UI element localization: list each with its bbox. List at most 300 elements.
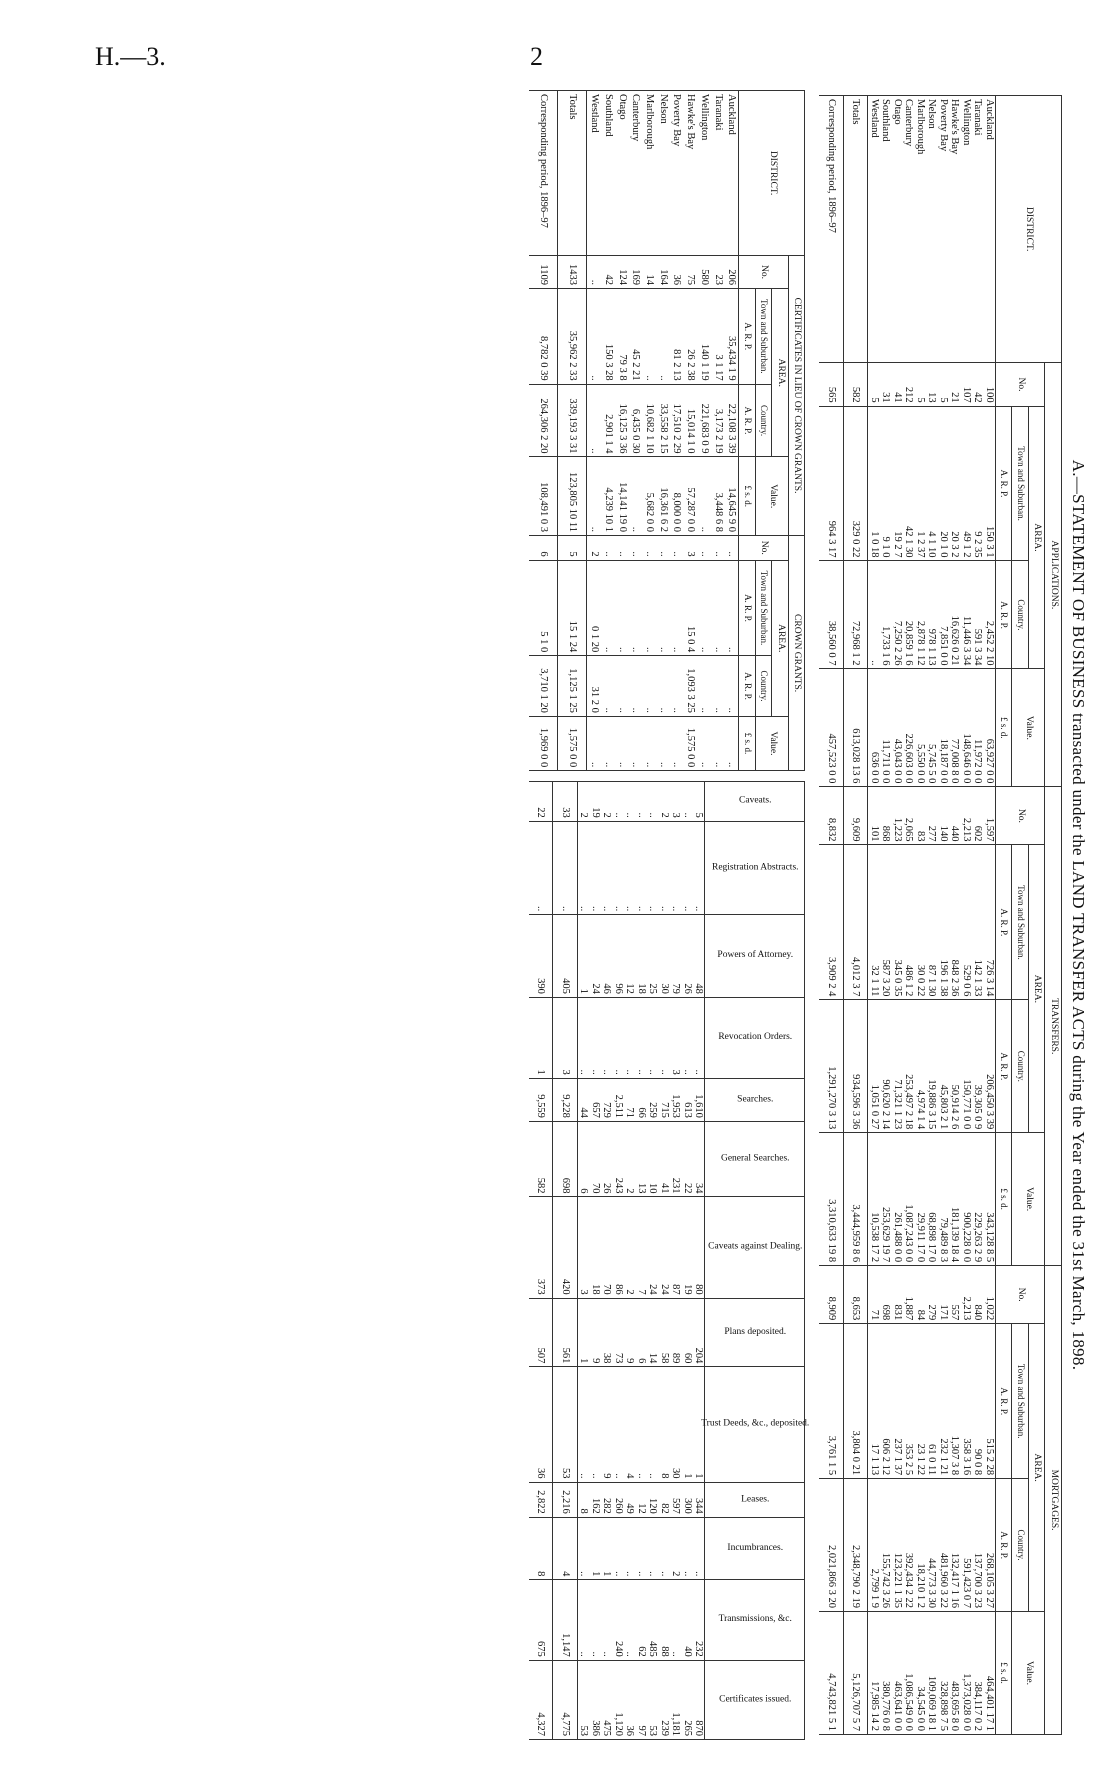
cell: 70 [601,1197,613,1298]
cell-cv: 8,000 0 0 [670,457,684,536]
table-row [629,91,643,771]
table-row [682,782,694,1740]
cell: 44 [578,1078,590,1121]
cell-cv: 16,361 6 2 [656,457,670,536]
cell: 8 [659,1367,671,1482]
cell-at: 150 3 1 [984,406,996,561]
cell: 597 [670,1482,682,1517]
cell: 1 [578,1298,590,1367]
cell: 344 [693,1482,705,1517]
cell: .. [636,782,648,821]
table-row [949,96,961,1735]
cell-gc: .. [711,656,725,717]
cell-at: 9 1 0 [880,406,892,561]
cell-mv: 483,695 8 0 [949,1612,961,1735]
cell-an: 582 [844,363,869,406]
cell-cc: 3,173 2 19 [711,384,725,457]
district-name: Taranaki [711,91,725,256]
cell-cv: 4,239 10 1 [601,457,615,536]
cell: .. [659,1517,671,1580]
cell: 204 [693,1298,705,1367]
cell-tv: 261,488 0 0 [892,1133,904,1266]
cell-gv: .. [725,716,739,770]
cell-cc: 33,558 2 15 [656,384,670,457]
column-header [705,1660,805,1739]
cell-ac: 7,250 2 26 [892,561,904,669]
column-header-label: Leases. [740,1493,770,1504]
cell: 34 [693,1121,705,1197]
area-header: AREA. [1029,1324,1046,1612]
cell-gt: .. [697,560,711,656]
cell-tn: 602 [972,787,984,845]
cell-ct: .. [656,288,670,384]
table-row [926,96,938,1735]
cell-gt: .. [629,560,643,656]
totals-row [553,782,578,1740]
cell-ct: 3 1 17 [711,288,725,384]
town-header: Town and Suburban. [756,288,773,384]
column-header [705,1298,805,1367]
cell: 53 [553,1367,578,1482]
cell: 386 [590,1660,602,1739]
cell-gt: 0 1 20 [587,560,601,656]
no-header: No. [996,363,1046,406]
table-row [880,96,892,1735]
cell: 390 [529,915,553,998]
cell-tn: 1,223 [892,787,904,845]
cell-gn: .. [656,536,670,561]
cell-gv: .. [642,716,656,770]
district-header-2: DISTRICT. [739,91,805,256]
cell: .. [647,782,659,821]
cell: .. [636,997,648,1078]
cell-mt: 3,804 0 21 [844,1324,869,1479]
cell: .. [590,1367,602,1482]
cell-gc: .. [656,656,670,717]
cell-tt: 142 1 33 [972,845,984,1000]
table-row [892,96,904,1735]
cell: 698 [553,1121,578,1197]
cell-cv: 3,448 6 8 [711,457,725,536]
cell-gv: 1,575 0 0 [684,716,698,770]
cell-tc: 253,497 2 18 [903,1000,915,1133]
cell: 80 [693,1197,705,1298]
table-row [903,96,915,1735]
cell-mv: 5,126,707 5 7 [844,1612,869,1735]
cell-gv: .. [656,716,670,770]
table-row [601,782,613,1740]
district-name: Canterbury [903,96,915,363]
cell: .. [682,997,694,1078]
cell: 18 [590,1197,602,1298]
cell-ac: 2,878 1 12 [915,561,927,669]
cell-an: 212 [903,363,915,406]
cell-tt: 3,909 2 4 [820,845,844,1000]
district-name: Taranaki [972,96,984,363]
cell-tv: 229,263 2 9 [972,1133,984,1266]
cell: 3 [670,782,682,821]
country-header: Country. [1012,1000,1029,1133]
cell-tv: 79,489 8 3 [938,1133,950,1266]
cell-an: 13 [926,363,938,406]
cell-ac: 16,626 0 21 [949,561,961,669]
cell-mt: 1,307 3 8 [949,1324,961,1479]
cell-cn: 36 [670,256,684,289]
value-header: Value. [1012,1133,1045,1266]
cell-cn: 169 [629,256,643,289]
cell-mn: 171 [938,1266,950,1324]
cell-av: 613,028 13 6 [844,669,869,787]
table-row [615,91,629,771]
column-header [705,915,805,998]
cell-ac: 72,968 1 2 [844,561,869,669]
cell-mn: 71 [868,1266,880,1324]
cell-mt: 232 1 21 [938,1324,950,1479]
cell-av: 11,972 0 0 [972,669,984,787]
cell: 9 [601,1367,613,1482]
cell-gc: .. [615,656,629,717]
column-header [705,1121,805,1197]
cell-gv: .. [615,716,629,770]
mortgages-header: MORTGAGES. [1045,1266,1062,1735]
cell-mv: 384,117 0 2 [972,1612,984,1735]
cell-tt: 486 1 2 [903,845,915,1000]
cell-ac: 978 1 13 [926,561,938,669]
cell-cn: 23 [711,256,725,289]
cell-mn: 8,653 [844,1266,869,1324]
cell: 373 [529,1197,553,1298]
cell-cn: 580 [697,256,711,289]
value-header: Value. [756,716,789,770]
cell-cc: 6,435 0 30 [629,384,643,457]
cell-gc: .. [725,656,739,717]
cell: 24 [647,1197,659,1298]
cell-an: 41 [892,363,904,406]
cell: 162 [590,1482,602,1517]
cell-gn: .. [670,536,684,561]
cell-tc: 934,596 3 36 [844,1000,869,1133]
cell-mc: 18,210 1 2 [915,1479,927,1612]
district-name: Hawke's Bay [684,91,698,256]
cell: 79 [670,915,682,998]
district-name: Auckland [984,96,996,363]
cell-an: 565 [820,363,844,406]
unit-lsd: £ s. d. [739,457,756,536]
cell-an: 5 [938,363,950,406]
column-header-label: Transmissions, &c. [718,1614,792,1625]
cell-mv: 464,401 17 1 [984,1612,996,1735]
cell-mc: 268,105 3 27 [984,1479,996,1612]
cell-tv: 900,228 0 0 [961,1133,973,1266]
page-number: 2 [530,42,543,71]
cell-tv: 343,128 8 5 [984,1133,996,1266]
cell: 1,610 [693,1078,705,1121]
table-row [624,782,636,1740]
district-name: Hawke's Bay [949,96,961,363]
unit-arp: A. R. P. [996,1000,1013,1133]
cell-gn: .. [697,536,711,561]
table-row [693,782,705,1740]
cell: 6 [636,1298,648,1367]
cell-cv: 123,805 10 11 [558,457,587,536]
cell: .. [636,821,648,915]
cell: .. [693,997,705,1078]
cell: .. [601,821,613,915]
cell: .. [578,1517,590,1580]
cell: 240 [613,1580,625,1660]
cell: 2 [601,782,613,821]
cell-ac: 2,452 2 10 [984,561,996,669]
cell: 12 [624,915,636,998]
cell-tc: 45,803 2 1 [938,1000,950,1133]
cell-tc: 50,914 2 6 [949,1000,961,1133]
district-name: Marlborough [915,96,927,363]
cell-gn: .. [615,536,629,561]
cell-ct: 8,782 0 39 [529,288,558,384]
cell-tn: 9,609 [844,787,869,845]
cell-av: 148,646 0 0 [961,669,973,787]
cell: 19 [590,782,602,821]
district-name: Otago [615,91,629,256]
table-row [578,782,590,1740]
statement-title: A.—STATEMENT OF BUSINESS transacted under the LAND TRANSFER ACTS during the Year ended the 31st March, 1898. [1069,459,1088,1371]
column-header [700,1367,810,1482]
cell: 49 [624,1482,636,1517]
cell: 613 [682,1078,694,1121]
cell-gn: .. [629,536,643,561]
cell-mv: 380,776 0 8 [880,1612,892,1735]
cell: .. [601,997,613,1078]
cell-tn: 8,832 [820,787,844,845]
cell-tv: 181,139 18 4 [949,1133,961,1266]
cell-mn: 8,909 [820,1266,844,1324]
cell: 53 [578,1660,590,1739]
cell-ac: 11,446 3 34 [961,561,973,669]
cell-cv: .. [629,457,643,536]
cell-mt: 358 3 16 [961,1324,973,1479]
cell-mt: 17 1 13 [868,1324,880,1479]
table-row [642,91,656,771]
cell-cv: 108,491 0 3 [529,457,558,536]
cell-tc: 150,771 0 0 [961,1000,973,1133]
cell: 8 [578,1482,590,1517]
unit-lsd: £ s. d. [996,669,1013,787]
cell-gt: .. [615,560,629,656]
cell-tt: 848 2 36 [949,845,961,1000]
cell-tv: 253,629 19 7 [880,1133,892,1266]
cell-gc: 31 2 0 [587,656,601,717]
cell: 40 [682,1580,694,1660]
cell-ct: .. [587,288,601,384]
column-header [705,1197,805,1298]
cell: .. [647,997,659,1078]
cell: 405 [553,915,578,998]
cell: .. [529,821,553,915]
table-row [613,782,625,1740]
cell: 475 [601,1660,613,1739]
unit-arp: A. R. P. [739,288,756,384]
cell-gv: 1,575 0 0 [558,716,587,770]
no-header: No. [739,256,789,289]
unit-arp: A. R. P. [739,560,756,656]
cell-tt: 345 0 35 [892,845,904,1000]
district-name: Southland [601,91,615,256]
cell: 7 [636,1197,648,1298]
unit-arp: A. R. P. [996,561,1013,669]
cell: 66 [636,1078,648,1121]
cell-tv: 3,310,633 19 8 [820,1133,844,1266]
cell: .. [624,821,636,915]
unit-arp: A. R. P. [739,384,756,457]
rotated-content [102,90,1092,1740]
table-row [972,96,984,1735]
cell: .. [613,997,625,1078]
cell-gn: .. [725,536,739,561]
cell: 1,147 [553,1580,578,1660]
cell: .. [624,1517,636,1580]
cell: 10 [647,1121,659,1197]
crown-grants-table [529,90,806,771]
cell-an: 31 [880,363,892,406]
cell-mc: 155,742 3 26 [880,1479,892,1612]
table-row [656,91,670,771]
corresponding-row [820,96,844,1735]
cell: 14 [647,1298,659,1367]
cell: 1 [601,1517,613,1580]
cell-gv: 1,969 0 0 [529,716,558,770]
cell-tc: 39,305 0 9 [972,1000,984,1133]
cell: 4 [624,1367,636,1482]
cell: 41 [659,1121,671,1197]
cell-cn: 1109 [529,256,558,289]
cell-cv: 57,287 0 0 [684,457,698,536]
column-header-label: Certificates issued. [718,1694,792,1705]
cell: .. [590,821,602,915]
column-header [705,1078,805,1121]
table-row [938,96,950,1735]
cell: 2,216 [553,1482,578,1517]
cell: .. [613,782,625,821]
cell: .. [578,1580,590,1660]
cell-tv: 1,087,243 0 0 [903,1133,915,1266]
town-header: Town and Suburban. [1012,845,1029,1000]
cell-cn: 206 [725,256,739,289]
cell: .. [624,782,636,821]
cell: 1,181 [670,1660,682,1739]
cell-cc: 2,901 1 4 [601,384,615,457]
cell-av: 226,603 0 0 [903,669,915,787]
cell-gc: .. [629,656,643,717]
column-header-label: Revocation Orders. [718,1032,792,1043]
table-row [647,782,659,1740]
cell: 26 [682,915,694,998]
miscellaneous-table [529,781,810,1740]
cell: 9,228 [553,1078,578,1121]
value-header: Value. [1012,669,1045,787]
area-header: AREA. [772,288,789,457]
cell: 1,953 [670,1078,682,1121]
cell-at: 4 1 10 [926,406,938,561]
cell: 58 [659,1298,671,1367]
cell-mv: 1,086,549 0 0 [903,1612,915,1735]
cell-tt: 196 1 38 [938,845,950,1000]
cell-at: 1 2 37 [915,406,927,561]
cell-gn: 5 [558,536,587,561]
cell: .. [670,821,682,915]
totals-row [844,96,869,1735]
cell-av: 5,745 5 0 [926,669,938,787]
cell-mt: 90 0 8 [972,1324,984,1479]
cell-ac: 7,851 0 0 [938,561,950,669]
cell: .. [590,1580,602,1660]
cell-av: 457,523 0 0 [820,669,844,787]
column-header-label: Trust Deeds, &c., deposited. [700,1418,810,1429]
area-header: AREA. [1029,845,1046,1133]
cell: 24 [659,1197,671,1298]
cell-tv: 68,898 17 0 [926,1133,938,1266]
cell: .. [624,1580,636,1660]
cell-cn: 164 [656,256,670,289]
cell-tn: 1,597 [984,787,996,845]
cell-ct: 79 3 8 [615,288,629,384]
unit-arp: A. R. P. [996,406,1013,561]
district-name: Totals [558,91,587,256]
cell: 96 [613,915,625,998]
district-name: Wellington [697,91,711,256]
unit-lsd: £ s. d. [996,1133,1013,1266]
cell-ac: 1,733 1 6 [880,561,892,669]
table-row [670,782,682,1740]
cell: 53 [647,1660,659,1739]
cell: 9,559 [529,1078,553,1121]
cell: 5 [693,782,705,821]
cell-an: 21 [949,363,961,406]
table-row [590,782,602,1740]
cell-tv: 10,538 17 2 [868,1133,880,1266]
column-header [705,782,805,821]
cell-gv: .. [670,716,684,770]
cell: 2 [624,1121,636,1197]
cell: .. [624,997,636,1078]
cell: .. [578,1367,590,1482]
cell-gt: 15 1 24 [558,560,587,656]
cell-gv: .. [601,716,615,770]
cell-ct: 35,962 2 33 [558,288,587,384]
district-name: Otago [892,96,904,363]
cell-gt: .. [670,560,684,656]
cell: 70 [590,1121,602,1197]
country-header: Country. [756,656,773,717]
column-header-label: Powers of Attorney. [717,950,793,961]
transfers-header: TRANSFERS. [1045,787,1062,1266]
town-header: Town and Suburban. [1012,1324,1029,1479]
cell-gt: .. [656,560,670,656]
cell-mn: 1,887 [903,1266,915,1324]
cell-mv: 34,545 0 0 [915,1612,927,1735]
cell-av: 5,550 0 0 [915,669,927,787]
cell-mt: 23 1 22 [915,1324,927,1479]
cell-gc: 1,125 1 25 [558,656,587,717]
cell-mt: 606 2 12 [880,1324,892,1479]
cell: .. [647,821,659,915]
no-header: No. [996,787,1046,845]
cell-mn: 557 [949,1266,961,1324]
district-name: Poverty Bay [670,91,684,256]
cell-mv: 328,898 7 5 [938,1612,950,1735]
cell-mc: 481,960 3 22 [938,1479,950,1612]
cell-gc: 1,093 3 25 [684,656,698,717]
cell-an: 5 [868,363,880,406]
